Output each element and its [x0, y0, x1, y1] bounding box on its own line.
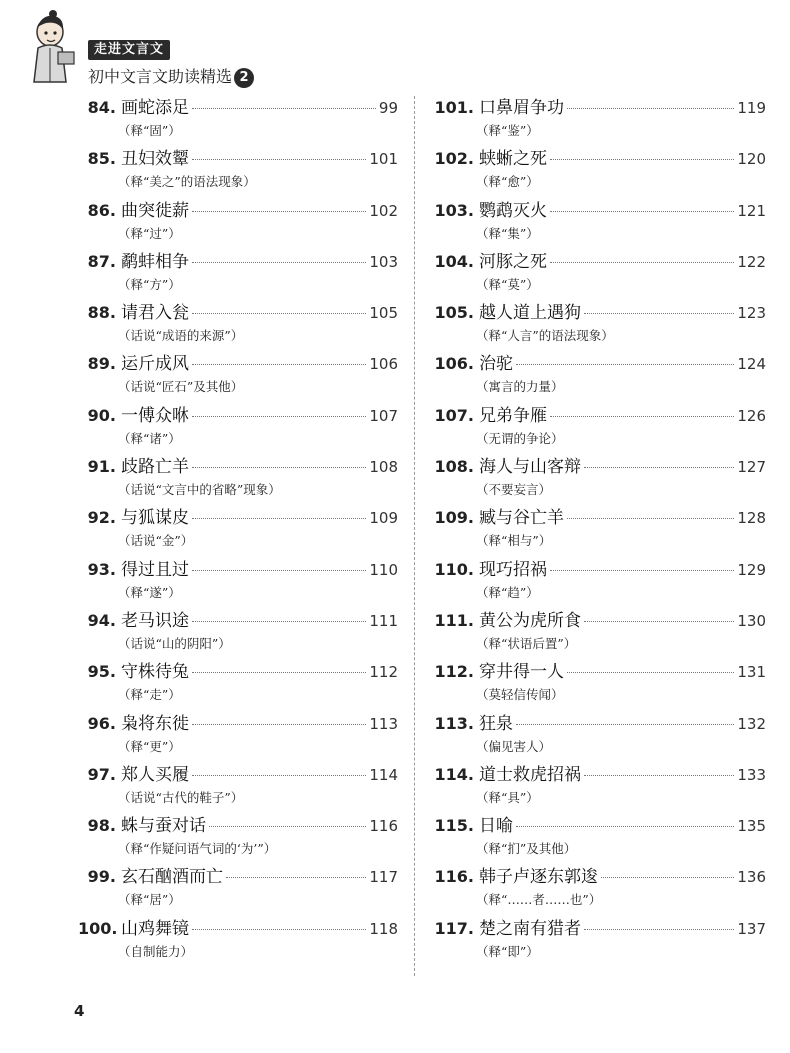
toc-entry-number: 110. [434, 559, 474, 579]
dot-leader [192, 775, 366, 776]
toc-entry-note: （释“美之”的语法现象） [118, 174, 256, 190]
toc-entry[interactable] [434, 93, 766, 144]
dot-leader [550, 262, 734, 263]
toc-entry-title-line [434, 349, 766, 375]
toc-entry-title-line [434, 452, 766, 478]
toc-entry-title[interactable]: 道士救虎招祸 [479, 764, 581, 785]
dot-leader [584, 313, 734, 314]
toc-entry-number: 89. [87, 354, 116, 374]
toc-entry[interactable] [434, 709, 766, 760]
toc-entry-title-line [78, 349, 398, 375]
dot-leader [601, 877, 734, 878]
toc-entry-title[interactable]: 与狐谋皮 [121, 508, 189, 529]
dot-leader [550, 159, 734, 160]
toc-entry-page[interactable]: 129 [737, 560, 766, 579]
toc-entry-page[interactable]: 128 [737, 509, 766, 528]
toc-entry-number: 103. [434, 200, 474, 220]
toc-entry[interactable] [434, 760, 766, 811]
toc-entry-title[interactable]: 日喻 [479, 816, 513, 837]
toc-entry-page[interactable]: 111 [369, 611, 398, 630]
dot-leader [192, 416, 366, 417]
toc-entry-page[interactable]: 123 [737, 304, 766, 323]
toc-entry-number: 101. [434, 98, 474, 117]
toc-entry-title-line [434, 298, 766, 324]
toc-entry-title-line [78, 93, 398, 119]
toc-entry-title[interactable]: 楚之南有猎者 [479, 918, 581, 939]
toc-entry-page[interactable]: 117 [369, 868, 398, 887]
dot-leader [192, 570, 366, 571]
toc-entry-page[interactable]: 118 [369, 919, 398, 938]
toc-entry-title-line [78, 811, 398, 837]
toc-entry-title[interactable]: 穿井得一人 [479, 662, 564, 683]
toc-entry-number: 116. [434, 867, 474, 887]
dot-leader [567, 108, 734, 109]
toc-entry-title-line [78, 452, 398, 478]
dot-leader [192, 518, 366, 519]
toc-entry-number: 86. [87, 200, 116, 220]
toc-entry-title-line [78, 555, 398, 581]
toc-entry-number: 92. [87, 508, 116, 528]
toc-entry-title[interactable]: 韩子卢逐东郭逡 [479, 867, 598, 888]
toc-entry-title[interactable]: 臧与谷亡羊 [479, 508, 564, 529]
dot-leader [550, 416, 734, 417]
toc-entry-title[interactable]: 守株待兔 [121, 662, 189, 683]
toc-entry-title-line [434, 503, 766, 529]
toc-entry-title[interactable]: 治驼 [479, 354, 513, 375]
dot-leader [226, 877, 366, 878]
toc-entry-number: 88. [87, 303, 116, 323]
toc-entry-title[interactable]: 海人与山客辩 [479, 457, 581, 478]
toc-entry-title-line [78, 247, 398, 273]
toc-entry-note: （话说“文言中的省略”现象） [118, 482, 281, 498]
toc-entry-title[interactable]: 玄石酗酒而亡 [121, 867, 223, 888]
toc-entry-note: （释“……者……也”） [476, 892, 602, 908]
dot-leader [516, 724, 734, 725]
toc-entry[interactable] [434, 503, 766, 554]
toc-entry[interactable] [434, 196, 766, 247]
toc-entry-number: 105. [434, 303, 474, 323]
toc-entry[interactable] [78, 657, 398, 708]
toc-entry[interactable] [78, 298, 398, 349]
toc-entry-title[interactable]: 山鸡舞镜 [121, 918, 189, 939]
dot-leader [584, 467, 734, 468]
dot-leader [192, 262, 366, 263]
toc-entry[interactable] [434, 606, 766, 657]
toc-entry-note: （话说“山的阴阳”） [118, 635, 231, 651]
toc-entry[interactable] [434, 247, 766, 298]
toc-entry[interactable] [78, 93, 398, 144]
toc-entry-title-line [78, 657, 398, 683]
toc-entry[interactable] [78, 247, 398, 298]
dot-leader [192, 364, 366, 365]
toc-left-column [78, 93, 398, 965]
toc-entry-title-line [78, 914, 398, 940]
toc-entry-title-line [434, 862, 766, 888]
toc-entry-note: （释“愈”） [476, 174, 539, 190]
toc-entry-page[interactable]: 108 [369, 458, 398, 477]
book-title-text: 初中文言文助读精选 [88, 67, 233, 86]
toc-entry-number: 112. [434, 662, 474, 682]
toc-entry-note: （释“状语后置”） [476, 635, 577, 651]
toc-entry-note: （无谓的争论） [476, 430, 564, 446]
toc-entry-note: （释“相与”） [476, 533, 552, 549]
toc-entry-page[interactable]: 114 [369, 765, 398, 784]
toc-entry-title-line [78, 709, 398, 735]
scholar-mascot-icon [28, 8, 78, 86]
toc-entry-page[interactable]: 133 [737, 765, 766, 784]
toc-entry-title-line [434, 555, 766, 581]
toc-entry-note: （话说“古代的鞋子”） [118, 789, 244, 805]
toc-entry-page[interactable]: 113 [369, 714, 398, 733]
toc-entry-number: 94. [87, 610, 116, 630]
toc-entry-title[interactable]: 运斤成风 [121, 354, 189, 375]
dot-leader [192, 467, 366, 468]
toc-entry-number: 107. [434, 405, 474, 425]
toc-entry-note: （释“鉴”） [476, 123, 539, 138]
toc-entry-title-line [434, 196, 766, 222]
toc-entry-number: 114. [434, 764, 474, 784]
page-number: 4 [74, 1002, 85, 1020]
dot-leader [516, 364, 734, 365]
toc-entry-number: 106. [434, 354, 474, 374]
toc-entry-number: 108. [434, 457, 474, 477]
toc-entry-note: （释“方”） [118, 276, 181, 292]
page-header [28, 8, 288, 88]
toc-entry-note: （释“作疑问语气词的‘为’”） [118, 841, 277, 857]
toc-entry-number: 98. [87, 816, 116, 836]
toc-entry-title[interactable]: 鹦鹉灭火 [479, 200, 547, 221]
toc-entry-note: （释“固”） [118, 123, 181, 138]
toc-entry-page[interactable]: 106 [369, 355, 398, 374]
toc-entry-number: 84. [87, 98, 116, 117]
toc-entry[interactable] [434, 811, 766, 862]
toc-entry[interactable] [78, 709, 398, 760]
toc-entry-title[interactable]: 越人道上遇狗 [479, 303, 581, 324]
dot-leader [584, 621, 734, 622]
toc-entry[interactable] [78, 503, 398, 554]
toc-entry-title-line [434, 401, 766, 427]
dot-leader [192, 672, 366, 673]
toc-entry-note: （话说“成语的来源”） [118, 328, 244, 344]
toc-entry-page[interactable]: 107 [369, 406, 398, 425]
toc-entry-note: （自制能力） [118, 943, 194, 959]
toc-entry-note: （释“莫”） [476, 276, 539, 292]
toc-entry-page[interactable]: 131 [737, 663, 766, 682]
toc-entry-page[interactable]: 132 [737, 714, 766, 733]
dot-leader [584, 929, 734, 930]
dot-leader [584, 775, 734, 776]
toc-entry[interactable] [78, 606, 398, 657]
toc-entry[interactable] [78, 401, 398, 452]
toc-entry-title[interactable]: 一傅众咻 [121, 405, 189, 426]
toc-entry-title[interactable]: 蛱蜥之死 [479, 149, 547, 170]
dot-leader [550, 211, 734, 212]
toc-entry-page[interactable]: 99 [378, 99, 398, 117]
toc-entry[interactable] [78, 914, 398, 965]
toc-entry[interactable] [434, 349, 766, 400]
dot-leader [192, 621, 366, 622]
toc-entry-title[interactable]: 河豚之死 [479, 251, 547, 272]
dot-leader [567, 672, 734, 673]
toc-entry-page[interactable]: 120 [737, 150, 766, 169]
dot-leader [567, 518, 734, 519]
toc-entry[interactable] [434, 401, 766, 452]
toc-entry-note: （释“即”） [476, 943, 539, 959]
dot-leader [192, 211, 366, 212]
column-divider [414, 96, 415, 976]
dot-leader [192, 159, 366, 160]
toc-entry-page[interactable]: 116 [369, 817, 398, 836]
toc-entry-note: （释“走”） [118, 687, 181, 703]
toc-entry-page[interactable]: 127 [737, 458, 766, 477]
toc-entry[interactable] [434, 298, 766, 349]
toc-entry-title[interactable]: 郑人买履 [121, 764, 189, 785]
toc-entry-number: 87. [87, 251, 116, 271]
toc-entry[interactable] [78, 862, 398, 913]
toc-entry[interactable] [78, 760, 398, 811]
toc-entry-number: 95. [87, 662, 116, 682]
toc-entry-page[interactable]: 136 [737, 868, 766, 887]
toc-entry-title-line [434, 144, 766, 170]
dot-leader [192, 313, 366, 314]
toc-entry[interactable] [78, 452, 398, 503]
toc-entry-note: （释“集”） [476, 225, 539, 241]
toc-entry-title-line [78, 503, 398, 529]
toc-entry-note: （话说“金”） [118, 533, 194, 549]
toc-entry-title[interactable]: 丑妇效颦 [121, 149, 189, 170]
toc-entry-number: 85. [87, 149, 116, 169]
toc-entry-title-line [78, 144, 398, 170]
toc-entry-title[interactable]: 请君入瓮 [121, 303, 189, 324]
toc-entry[interactable] [78, 349, 398, 400]
toc-entry-note: （莫轻信传闻） [476, 687, 564, 703]
toc-entry-title[interactable]: 口鼻眉争功 [479, 98, 564, 118]
toc-entry-note: （释“更”） [118, 738, 181, 754]
toc-entry-title-line [78, 606, 398, 632]
toc-entry-title-line [78, 196, 398, 222]
toc-entry-page[interactable]: 122 [737, 252, 766, 271]
toc-entry-page[interactable]: 137 [737, 919, 766, 938]
toc-entry-title-line [78, 298, 398, 324]
toc-entry-title-line [78, 401, 398, 427]
toc-entry-title-line [434, 93, 766, 119]
toc-entry-number: 93. [87, 559, 116, 579]
toc-entry-page[interactable]: 103 [369, 252, 398, 271]
toc-entry-title[interactable]: 黄公为虎所食 [479, 610, 581, 631]
toc-entry-title[interactable]: 蛛与蚕对话 [121, 816, 206, 837]
toc-entry-title-line [78, 760, 398, 786]
dot-leader [192, 929, 366, 930]
toc-entry[interactable] [434, 914, 766, 965]
toc-entry-page[interactable]: 112 [369, 663, 398, 682]
toc-entry[interactable] [434, 862, 766, 913]
toc-entry[interactable] [434, 555, 766, 606]
toc-entry-number: 99. [87, 867, 116, 887]
toc-entry-note: （寓言的力量） [476, 379, 564, 395]
toc-entry-title[interactable]: 画蛇添足 [121, 98, 189, 118]
book-title [88, 64, 254, 88]
toc-entry-page[interactable]: 109 [369, 509, 398, 528]
toc-entry-title-line [78, 862, 398, 888]
toc-entry-number: 91. [87, 457, 116, 477]
toc-entry-number: 90. [87, 405, 116, 425]
toc-entry-title[interactable]: 老马识途 [121, 610, 189, 631]
toc-entry-note: （偏见害人） [476, 738, 552, 754]
toc-entry-number: 102. [434, 149, 474, 169]
toc-entry-title[interactable]: 枭将东徙 [121, 713, 189, 734]
toc-entry-note: （话说“匠石”及其他） [118, 379, 244, 395]
toc-entry-title-line [434, 709, 766, 735]
toc-entry-number: 115. [434, 816, 474, 836]
toc-entry-note: （释“居”） [118, 892, 181, 908]
dot-leader [209, 826, 366, 827]
toc-entry-note: （不要妄言） [476, 482, 552, 498]
toc-entry-title-line [434, 657, 766, 683]
toc-entry-title-line [434, 914, 766, 940]
toc-entry-page[interactable]: 121 [737, 201, 766, 220]
toc-entry-note: （释“诸”） [118, 430, 181, 446]
toc-entry-note: （释“扪”及其他） [476, 841, 577, 857]
toc-entry-number: 104. [434, 251, 474, 271]
toc-entry-number: 100. [78, 918, 118, 938]
toc-entry-number: 97. [87, 764, 116, 784]
toc-entry-title[interactable]: 鹬蚌相争 [121, 251, 189, 272]
toc-entry-title[interactable]: 兄弟争雁 [479, 405, 547, 426]
toc-entry-number: 111. [434, 610, 474, 630]
toc-entry-page[interactable]: 135 [737, 817, 766, 836]
toc-entry[interactable] [434, 144, 766, 195]
toc-entry[interactable] [434, 657, 766, 708]
toc-entry-page[interactable]: 110 [369, 560, 398, 579]
toc-entry-note: （释“过”） [118, 225, 181, 241]
toc-entry-title-line [434, 760, 766, 786]
toc-entry-number: 113. [434, 713, 474, 733]
toc-entry[interactable] [434, 452, 766, 503]
toc-entry[interactable] [78, 811, 398, 862]
toc-entry-page[interactable]: 130 [737, 611, 766, 630]
toc-entry-page[interactable]: 102 [369, 201, 398, 220]
toc-entry-note: （释“趋”） [476, 584, 539, 600]
toc-right-column [434, 93, 766, 965]
toc-entry-page[interactable]: 126 [737, 406, 766, 425]
toc-entry-number: 96. [87, 713, 116, 733]
toc-entry-number: 109. [434, 508, 474, 528]
toc-entry-title-line [434, 247, 766, 273]
dot-leader [192, 724, 366, 725]
toc-entry[interactable] [78, 196, 398, 247]
volume-badge: 2 [234, 68, 254, 88]
dot-leader [192, 108, 376, 109]
toc-entry-note: （释“遂”） [118, 584, 181, 600]
toc-entry-title-line [434, 811, 766, 837]
toc-entry-page[interactable]: 105 [369, 304, 398, 323]
toc-entry-title[interactable]: 狂泉 [479, 713, 513, 734]
toc-entry-page[interactable]: 101 [369, 150, 398, 169]
toc-entry-page[interactable]: 119 [737, 99, 766, 117]
toc-entry-title[interactable]: 现巧招祸 [479, 559, 547, 580]
dot-leader [516, 826, 734, 827]
toc-entry-title-line [434, 606, 766, 632]
toc-entry-title[interactable]: 曲突徙薪 [121, 200, 189, 221]
series-badge: 走进文言文 [88, 40, 170, 60]
toc-entry-title[interactable]: 得过且过 [121, 559, 189, 580]
toc-entry-page[interactable]: 124 [737, 355, 766, 374]
toc-entry-note: （释“人言”的语法现象） [476, 328, 614, 344]
toc-entry-title[interactable]: 歧路亡羊 [121, 457, 189, 478]
dot-leader [550, 570, 734, 571]
toc-entry-number: 117. [434, 918, 474, 938]
toc-entry[interactable] [78, 144, 398, 195]
toc-entry-note: （释“具”） [476, 789, 539, 805]
toc-entry[interactable] [78, 555, 398, 606]
